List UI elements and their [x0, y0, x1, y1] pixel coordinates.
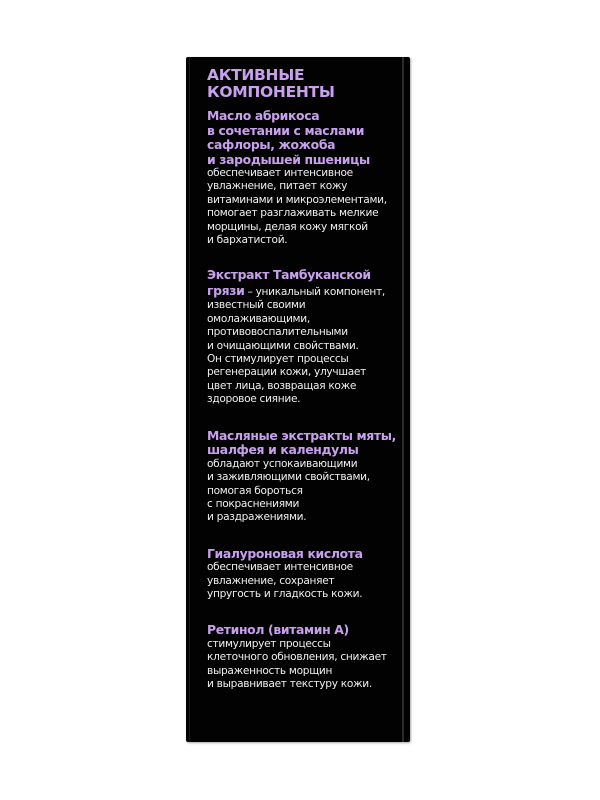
heading-inline: грязи — [207, 282, 245, 298]
body-line: обеспечивает интенсивное — [207, 561, 353, 574]
ingredient-description — [207, 458, 402, 525]
body-line: и раздражениями. — [207, 511, 307, 524]
body-line: и очищающими свойствами. — [207, 339, 359, 352]
body-line: упругость и гладкость кожи. — [207, 588, 363, 601]
body-line: и выравнивает текстуру кожи. — [207, 678, 372, 691]
body-line: помогая бороться — [207, 484, 303, 497]
ingredient-section-hyaluronic-acid — [207, 547, 402, 602]
body-line: стимулирует процессы — [207, 637, 331, 650]
body-line: обладают успокаивающими — [207, 457, 358, 470]
ingredient-section-tambukan-mud — [207, 268, 402, 406]
ingredient-heading — [207, 623, 402, 638]
ingredient-description — [207, 167, 402, 247]
ingredient-heading — [207, 109, 402, 167]
body-line: морщины, делая кожу мягкой — [207, 220, 368, 233]
ingredient-description — [207, 638, 402, 692]
body-line: цвет лица, возвращая коже — [207, 379, 357, 392]
product-box-side-panel — [186, 57, 410, 742]
title-line: АКТИВНЫЕ — [207, 66, 305, 84]
ingredient-description — [207, 561, 402, 601]
mixed-heading-body-line — [207, 283, 402, 300]
body-line: противовоспалительными — [207, 326, 348, 339]
body-line: и заживляющими свойствами, — [207, 471, 370, 484]
heading-line: Гиалуроновая кислота — [207, 545, 363, 561]
body-line: увлажнение, сохраняет — [207, 574, 335, 587]
body-line: омолаживающими, — [207, 312, 310, 325]
body-line: помогает разглаживать мелкие — [207, 207, 379, 220]
heading-line: Экстракт Тамбуканской — [207, 267, 371, 283]
body-line: увлажнение, питает кожу — [207, 180, 348, 193]
ingredient-heading — [207, 268, 402, 283]
heading-line: шалфея и календулы — [207, 442, 359, 458]
panel-title — [207, 67, 402, 100]
body-line: выраженность морщин — [207, 664, 333, 677]
ingredient-section-retinol — [207, 623, 402, 691]
body-line: здоровое сияние. — [207, 393, 301, 406]
body-line: известный своими — [207, 299, 306, 312]
ingredient-section-herbal-extracts — [207, 429, 402, 525]
heading-line: в сочетании с маслами — [207, 122, 365, 138]
body-line: клеточного обновления, снижает — [207, 651, 387, 664]
heading-line: Ретинол (витамин А) — [207, 622, 349, 638]
heading-line: Масло абрикоса — [207, 108, 320, 123]
heading-line: сафлоры, жожоба — [207, 137, 336, 152]
body-line: обеспечивает интенсивное — [207, 167, 353, 179]
body-line: витаминами и микроэлементами, — [207, 193, 387, 206]
title-line: КОМПОНЕНТЫ — [207, 82, 335, 101]
ingredient-description — [207, 299, 402, 406]
body-line: регенерации кожи, улучшает — [207, 366, 367, 379]
body-line: Он стимулирует процессы — [207, 353, 349, 366]
heading-line: и зародышей пшеницы — [207, 151, 370, 167]
ingredient-section-apricot-oil — [207, 109, 402, 247]
ingredient-heading — [207, 429, 402, 458]
ingredient-heading — [207, 547, 402, 562]
inline-body: – уникальный компонент, — [244, 285, 385, 298]
heading-line: Масляные экстракты мяты, — [207, 427, 396, 443]
ingredients-content — [207, 67, 402, 712]
body-line: и бархатистой. — [207, 234, 288, 247]
body-line: с покраснениями — [207, 497, 300, 510]
